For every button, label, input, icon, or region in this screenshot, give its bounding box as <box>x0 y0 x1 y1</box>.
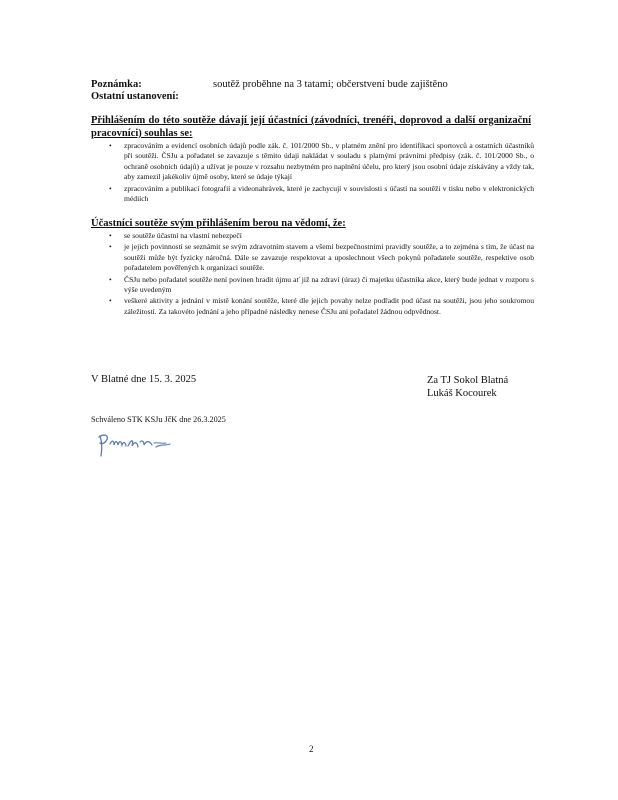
signature-icon <box>96 432 176 458</box>
bullet-icon: • <box>109 274 112 284</box>
bullet-icon: • <box>109 141 112 150</box>
acknowledge-item-text: se soutěže účastní na vlastní nebezpečí <box>124 231 242 240</box>
page-number: 2 <box>309 744 314 754</box>
consent-item-text: zpracováním a publikací fotografií a videonahrávek, které je zachycují v souvislosti s účastí na soutěži v tisku nebo v elektronických médiích <box>124 183 534 204</box>
approval-note: Schváleno STK KSJu JčK dne 26.3.2025 <box>91 415 226 424</box>
acknowledge-item-text: ČSJu nebo pořadatel soutěže není povinen hradit újmu ať již na zdraví (úraz) či majetku účastníka akce, který bude jednat v rozporu s výše uvedeným <box>124 274 534 295</box>
consent-item <box>107 184 534 205</box>
acknowledge-heading: Účastníci soutěže svým přihlášením berou na vědomí, že: <box>91 218 346 229</box>
consent-item-text: zpracováním a evidencí osobních údajů podle zák. č. 101/2000 Sb., v platném znění pro identifikaci sportovců a ostatních účastníků při soutěži. ČSJu a pořadatel se zavazuje s těmito údaji nakládat v souladu s platnými právními předpisy (zák. č. 101/2000 Sb., o ochraně osobních údajů) a užívat je pouze v rozsahu nezbytném pro naplnění účelu, pro který jsou osobní údaje získávány a vždy tak, aby zamezil jakékoliv újmě osoby, které se údaje týkají <box>124 141 534 182</box>
handwritten-signature <box>96 432 176 463</box>
organizer-person: Lukáš Kocourek <box>427 388 497 399</box>
consent-list <box>107 141 534 205</box>
bullet-icon: • <box>109 183 112 193</box>
acknowledge-item <box>107 231 534 241</box>
acknowledge-item-text: veškeré aktivity a jednání v místě konání soutěže, které dle jejich povahy nelze podřadit pod účast na soutěži, jsou jeho soukromou záležitostí. Za takovéto jednání a jeho případné následky nenese ČSJu ani pořadatel žádnou odpvědnost. <box>124 296 534 316</box>
place-date: V Blatné dne 15. 3. 2025 <box>91 374 197 385</box>
organizer-club: Za TJ Sokol Blatná <box>427 375 509 386</box>
acknowledge-item <box>107 242 534 273</box>
note-row <box>91 78 448 91</box>
consent-heading: Přihlášením do této soutěže dávají její účastníci (závodníci, trenéři, doprovod a další organizační pracovníci) souhlas se: <box>91 115 531 139</box>
note-label: Poznámka: <box>91 79 142 90</box>
acknowledge-item <box>107 296 534 317</box>
acknowledge-item-text: je jejich povinností se seznámit se svým zdravotním stavem a všemi bezpečnostními pravidly soutěže, a to zejména s tím, že účast na soutěži může být fyzicky náročná. Dále se zavazuje respektovat a uposlechnout všech pokynů pořadatele soutěže, respektive osob pořadatelem pověřených k organizaci soutěže. <box>124 242 534 273</box>
bullet-icon: • <box>109 242 112 252</box>
other-provisions-label: Ostatní ustanovení: <box>91 91 179 102</box>
acknowledge-item <box>107 275 534 296</box>
consent-item <box>107 141 534 183</box>
note-text: soutěž proběhne na 3 tatami; občerstvení bude zajištěno <box>213 79 448 90</box>
organizer-block <box>427 374 508 400</box>
bullet-icon: • <box>109 231 112 240</box>
acknowledge-list <box>107 231 534 318</box>
bullet-icon: • <box>109 296 112 306</box>
